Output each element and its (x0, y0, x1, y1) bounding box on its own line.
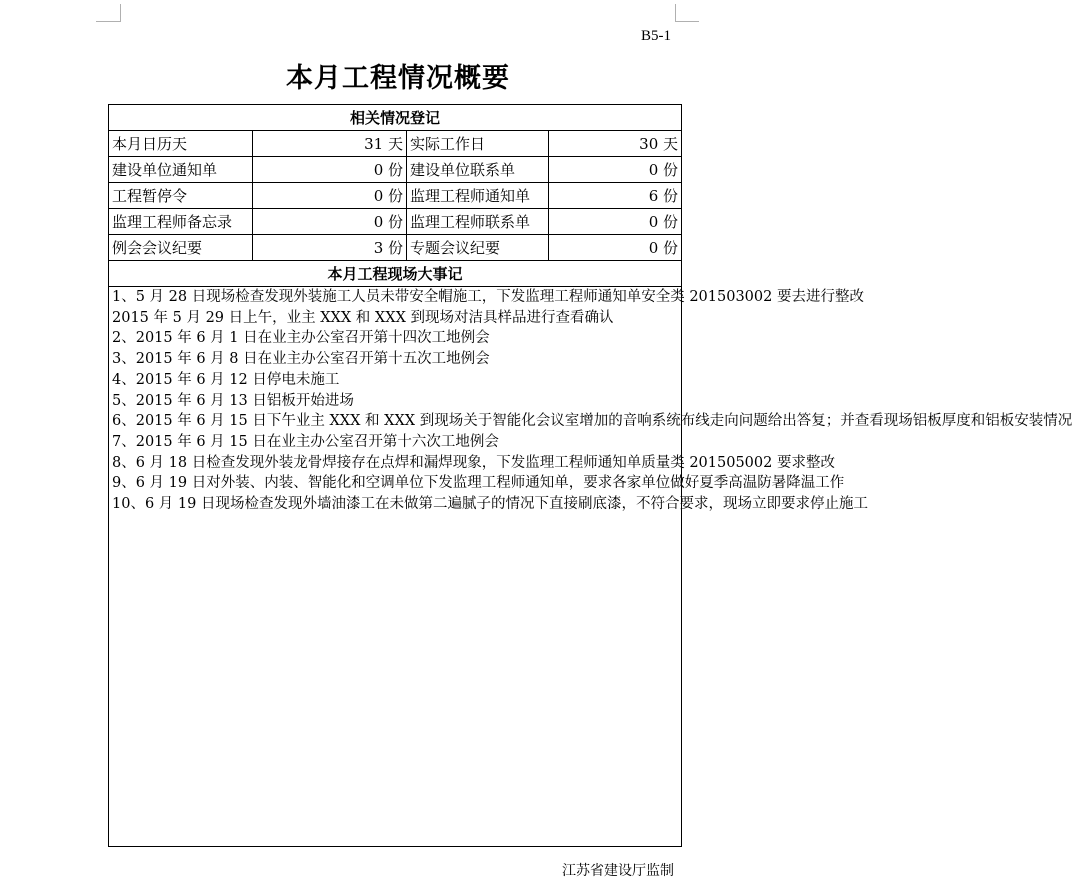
registry-value: 30 天 (549, 131, 682, 157)
summary-form (108, 104, 1072, 847)
event-item: 3、2015 年 6 月 8 日在业主办公室召开第十五次工地例会 (112, 351, 490, 368)
page-title: 本月工程情况概要 (286, 63, 510, 94)
crop-mark-top-right-vertical (675, 4, 676, 22)
registry-label: 本月日历天 (109, 131, 253, 157)
crop-mark-top-right-horizontal (675, 21, 699, 22)
crop-mark-top-left-vertical (120, 4, 121, 22)
registry-header: 相关情况登记 (109, 105, 682, 131)
registry-value: 0 份 (549, 157, 682, 183)
event-item: 2015 年 5 月 29 日上午，业主 XXX 和 XXX 到现场对洁具样品进行查看确认 (112, 309, 614, 326)
event-item: 10、6 月 19 日现场检查发现外墙油漆工在未做第二遍腻子的情况下直接刷底漆，不符合要求，现场立即要求停止施工 (112, 496, 868, 513)
registry-label: 实际工作日 (407, 131, 549, 157)
registry-value: 0 份 (253, 157, 407, 183)
registry-value: 0 份 (549, 209, 682, 235)
registry-row (109, 131, 682, 157)
registry-value: 3 份 (253, 235, 407, 261)
footer-issuer: 江苏省建设厅监制 (562, 863, 674, 879)
registry-row (109, 157, 682, 183)
registry-value: 0 份 (253, 209, 407, 235)
registry-label: 监理工程师通知单 (407, 183, 549, 209)
registry-label: 建设单位通知单 (109, 157, 253, 183)
event-item: 7、2015 年 6 月 15 日在业主办公室召开第十六次工地例会 (112, 433, 499, 450)
registry-label: 监理工程师联系单 (407, 209, 549, 235)
registry-label: 监理工程师备忘录 (109, 209, 253, 235)
registry-label: 例会会议纪要 (109, 235, 253, 261)
registry-value: 6 份 (549, 183, 682, 209)
event-item: 2、2015 年 6 月 1 日在业主办公室召开第十四次工地例会 (112, 330, 490, 347)
event-item: 9、6 月 19 日对外装、内装、智能化和空调单位下发监理工程师通知单，要求各家单位做好夏季高温防暑降温工作 (112, 475, 845, 492)
registry-value: 31 天 (253, 131, 407, 157)
registry-row (109, 235, 682, 261)
event-item: 1、5 月 28 日现场检查发现外装施工人员未带安全帽施工，下发监理工程师通知单安全类 201503002 要去进行整改 (112, 289, 864, 305)
form-code: B5-1 (641, 28, 671, 44)
events-log (109, 287, 1072, 847)
event-item: 8、6 月 18 日检查发现外装龙骨焊接存在点焊和漏焊现象，下发监理工程师通知单质量类 201505002 要求整改 (112, 454, 835, 471)
event-item: 5、2015 年 6 月 13 日铝板开始进场 (112, 392, 354, 409)
registry-value: 0 份 (253, 183, 407, 209)
registry-row (109, 209, 682, 235)
registry-label: 建设单位联系单 (407, 157, 549, 183)
registry-label: 工程暂停令 (109, 183, 253, 209)
registry-value: 0 份 (549, 235, 682, 261)
event-item: 6、2015 年 6 月 15 日下午业主 XXX 和 XXX 到现场关于智能化会议室增加的音响系统布线走向问题给出答复；并查看现场铝板厚度和铝板安装情况 (112, 413, 1072, 430)
crop-mark-top-left-horizontal (96, 21, 120, 22)
event-item: 4、2015 年 6 月 12 日停电未施工 (112, 371, 340, 388)
registry-row (109, 183, 682, 209)
events-header: 本月工程现场大事记 (109, 261, 682, 287)
registry-label: 专题会议纪要 (407, 235, 549, 261)
